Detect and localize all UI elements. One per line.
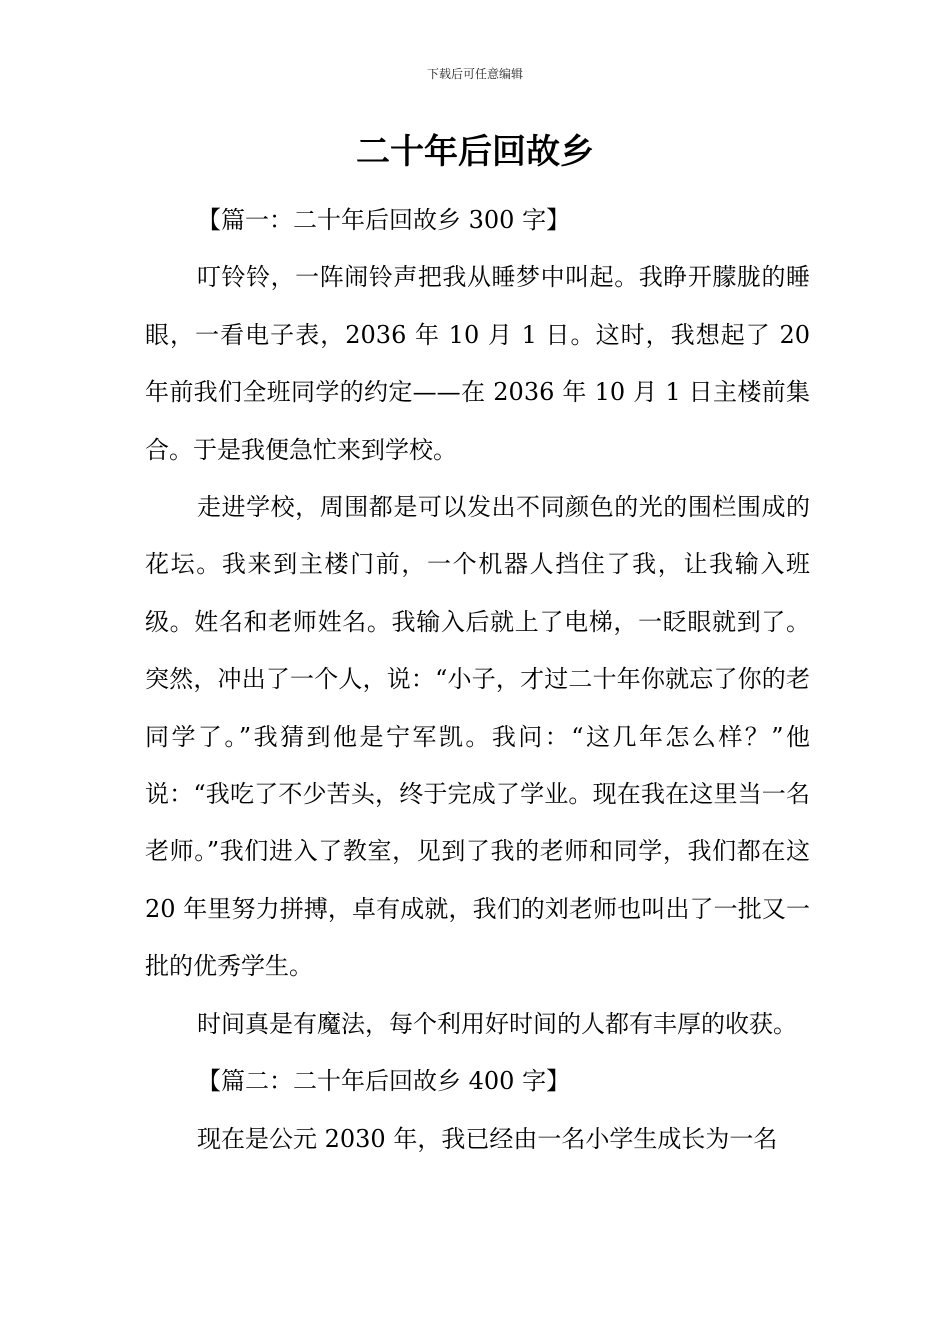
document-title: 二十年后回故乡	[356, 132, 594, 172]
header-note: 下载后可任意编辑	[426, 67, 523, 81]
paragraph: 时间真是有魔法，每个利用好时间的人都有丰厚的收获。	[197, 1009, 797, 1038]
paragraph: 现在是公元 2030 年，我已经由一名小学生成长为一名	[197, 1124, 778, 1153]
section-heading: 【篇一：二十年后回故乡 300 字】	[197, 206, 571, 234]
section-heading: 【篇二：二十年后回故乡 400 字】	[197, 1067, 571, 1096]
paragraph: 叮铃铃，一阵闹铃声把我从睡梦中叫起。我睁开朦胧的睡眼，一看电子表，2036 年 10 月 1 日。这时，我想起了 20 年前我们全班同学的约定——在 2036 年 10 月 1 日主楼前集合。于是我便急忙来到学校。	[145, 263, 810, 464]
document-body	[145, 192, 810, 1168]
paragraph: 走进学校，周围都是可以发出不同颜色的光的围栏围成的花坛。我来到主楼门前，一个机器人挡住了我，让我输入班级。姓名和老师姓名。我输入后就上了电梯，一眨眼就到了。突然，冲出了一个人，说：“小子，才过二十年你就忘了你的老同学了。”我猜到他是宁军凯。我问：“这几年怎么样？”他说：“我吃了不少苦头，终于完成了学业。现在我在这里当一名老师。”我们进入了教室，见到了我的老师和同学，我们都在这 20 年里努力拼搏，卓有成就，我们的刘老师也叫出了一批又一批的优秀学生。	[145, 493, 810, 981]
